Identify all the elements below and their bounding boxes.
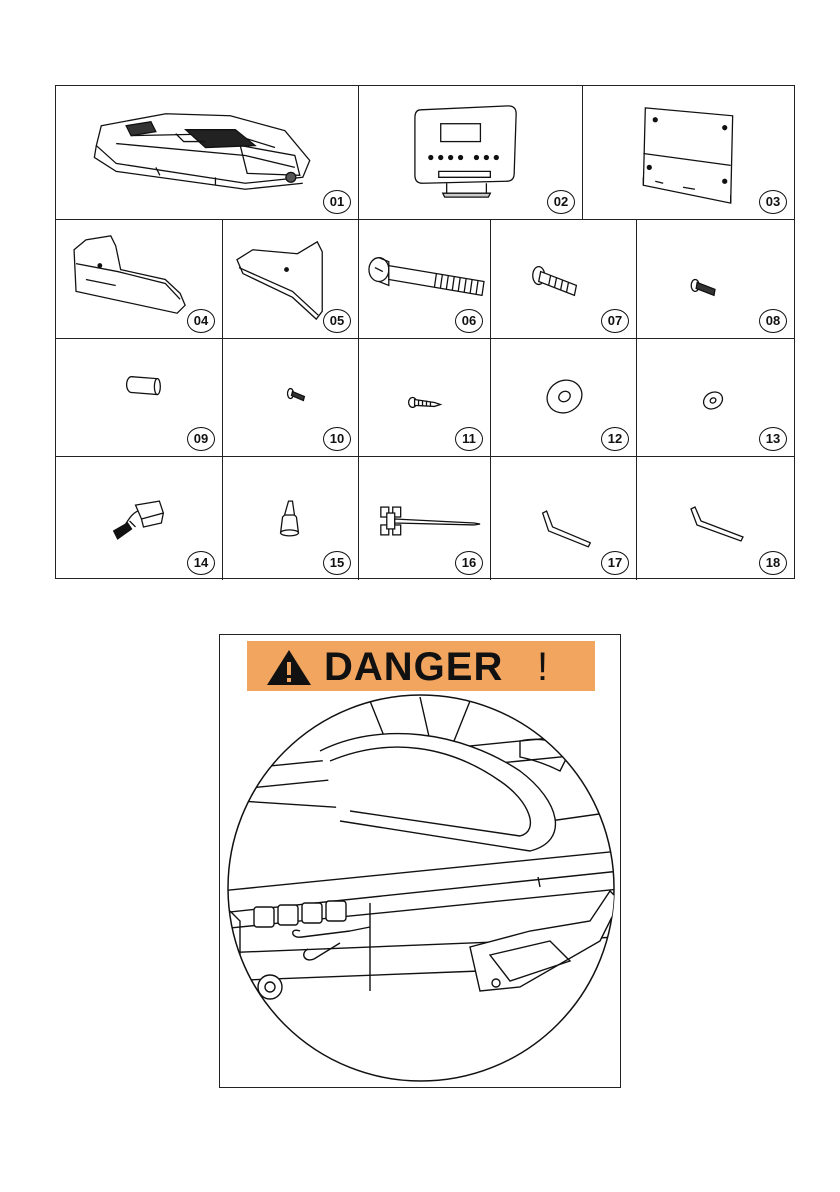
part-cell-09 — [56, 339, 223, 456]
part-cell-11 — [359, 339, 491, 456]
danger-label: DANGER — [324, 645, 504, 689]
safety-key-detail-illustration — [220, 691, 620, 1087]
part-number-badge: 18 — [759, 551, 787, 575]
danger-banner — [247, 641, 595, 691]
part-cell-08 — [637, 220, 794, 338]
part-cell-13 — [637, 339, 794, 456]
part-number-badge: 14 — [187, 551, 215, 575]
part-number-badge: 12 — [601, 427, 629, 451]
part-cell-03 — [583, 86, 794, 219]
part-number-badge: 02 — [547, 190, 575, 214]
part-number-badge: 15 — [323, 551, 351, 575]
part-number-badge: 03 — [759, 190, 787, 214]
parts-row-1 — [56, 86, 794, 220]
part-number-badge: 17 — [601, 551, 629, 575]
part-cell-10 — [223, 339, 359, 456]
part-number-badge: 07 — [601, 309, 629, 333]
part-number-badge: 08 — [759, 309, 787, 333]
part-number-badge: 16 — [455, 551, 483, 575]
warning-triangle-icon — [264, 647, 314, 687]
part-cell-16 — [359, 457, 491, 580]
parts-row-2 — [56, 220, 794, 339]
part-cell-17 — [491, 457, 637, 580]
danger-exclamation: ! — [537, 645, 549, 689]
part-number-badge: 04 — [187, 309, 215, 333]
part-number-badge: 06 — [455, 309, 483, 333]
danger-figure — [219, 634, 621, 1088]
part-cell-04 — [56, 220, 223, 338]
part-cell-18 — [637, 457, 794, 580]
part-number-badge: 10 — [323, 427, 351, 451]
parts-row-4 — [56, 457, 794, 580]
part-cell-14 — [56, 457, 223, 580]
parts-grid — [55, 85, 795, 579]
part-number-badge: 09 — [187, 427, 215, 451]
part-number-badge: 05 — [323, 309, 351, 333]
part-cell-05 — [223, 220, 359, 338]
part-cell-01 — [56, 86, 359, 219]
part-cell-07 — [491, 220, 637, 338]
treadmill-frame-illustration — [56, 86, 358, 219]
part-number-badge: 01 — [323, 190, 351, 214]
parts-row-3 — [56, 339, 794, 457]
part-cell-15 — [223, 457, 359, 580]
part-cell-02 — [359, 86, 583, 219]
part-cell-12 — [491, 339, 637, 456]
part-number-badge: 13 — [759, 427, 787, 451]
part-cell-06 — [359, 220, 491, 338]
part-number-badge: 11 — [455, 427, 483, 451]
